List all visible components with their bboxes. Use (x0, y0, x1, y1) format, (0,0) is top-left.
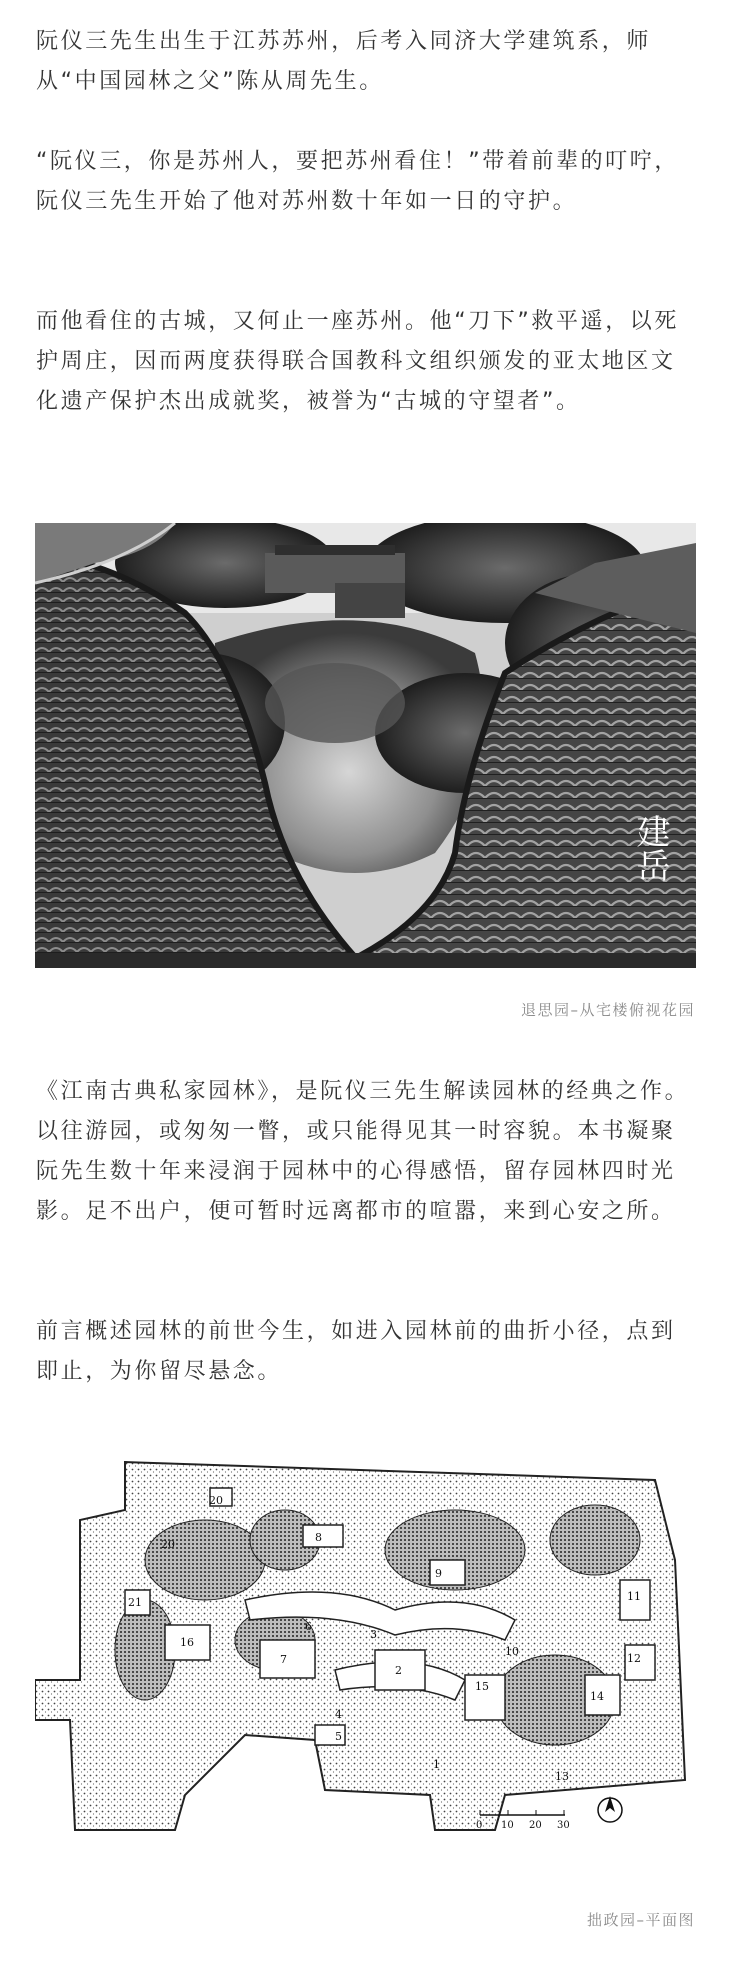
plan-label-5: 5 (335, 1730, 342, 1743)
plan-label-14: 14 (590, 1690, 604, 1703)
plan-label-9b: 9 (435, 1567, 442, 1580)
paragraph-intro: 阮仪三先生出生于江苏苏州，后考入同济大学建筑系，师从“中国园林之父”陈从周先生。 (36, 29, 652, 94)
paragraph-guardian: 而他看住的古城，又何止一座苏州。他“刀下”救平遥，以死护周庄，因而两度获得联合国教科文组织颁发的亚太地区文化遗产保护杰出成就奖，被誉为“古城的守望者”。 (36, 309, 679, 414)
plan-label-13: 13 (555, 1770, 569, 1783)
plan-caption: 拙政园–平面图 (586, 1911, 695, 1929)
plan-label-8: 8 (315, 1531, 322, 1544)
garden-plan (35, 1450, 695, 1875)
plan-label-20: 20 (161, 1538, 175, 1551)
scale-label-20: 20 (529, 1820, 542, 1831)
plan-label-10: 10 (505, 1645, 519, 1658)
paragraph-preface: 前言概述园林的前世今生，如进入园林前的曲折小径，点到即止，为你留尽悬念。 (36, 1319, 676, 1384)
plan-label-6: 6 (305, 1620, 312, 1633)
scale-label-10: 10 (501, 1820, 514, 1831)
plan-label-21: 21 (128, 1596, 142, 1609)
photo-caption: 退思园–从宅楼俯视花园 (520, 1001, 695, 1019)
plan-label-12: 12 (627, 1652, 641, 1665)
plan-label-15: 15 (475, 1680, 489, 1693)
paragraph-quote: “阮仪三，你是苏州人，要把苏州看住！”带着前辈的叮咛，阮仪三先生开始了他对苏州数十年如一日的守护。 (36, 149, 679, 214)
plan-label-11: 11 (627, 1590, 641, 1603)
paragraph-book: 《江南古典私家园林》，是阮仪三先生解读园林的经典之作。以往游园，或匆匆一瞥，或只能得见其一时容貌。本书凝聚阮先生数十年来浸润于园林中的心得感悟，留存园林四时光影。足不出户，便可暂时远离都市的喧嚣，来到心安之所。 (36, 1079, 690, 1224)
plan-label-16: 16 (180, 1636, 194, 1649)
plan-label-1: 1 (433, 1758, 440, 1771)
scale-label-0: 0 (476, 1820, 483, 1831)
plan-label-2: 2 (395, 1664, 402, 1677)
plan-label-9: 20 (209, 1494, 223, 1507)
plan-label-7: 7 (280, 1653, 287, 1666)
scale-label-30: 30 (557, 1820, 570, 1831)
garden-photo (35, 523, 696, 968)
plan-label-3: 3 (370, 1628, 377, 1641)
photo-watermark: 建岳 (630, 814, 670, 882)
plan-label-4: 4 (335, 1708, 342, 1721)
